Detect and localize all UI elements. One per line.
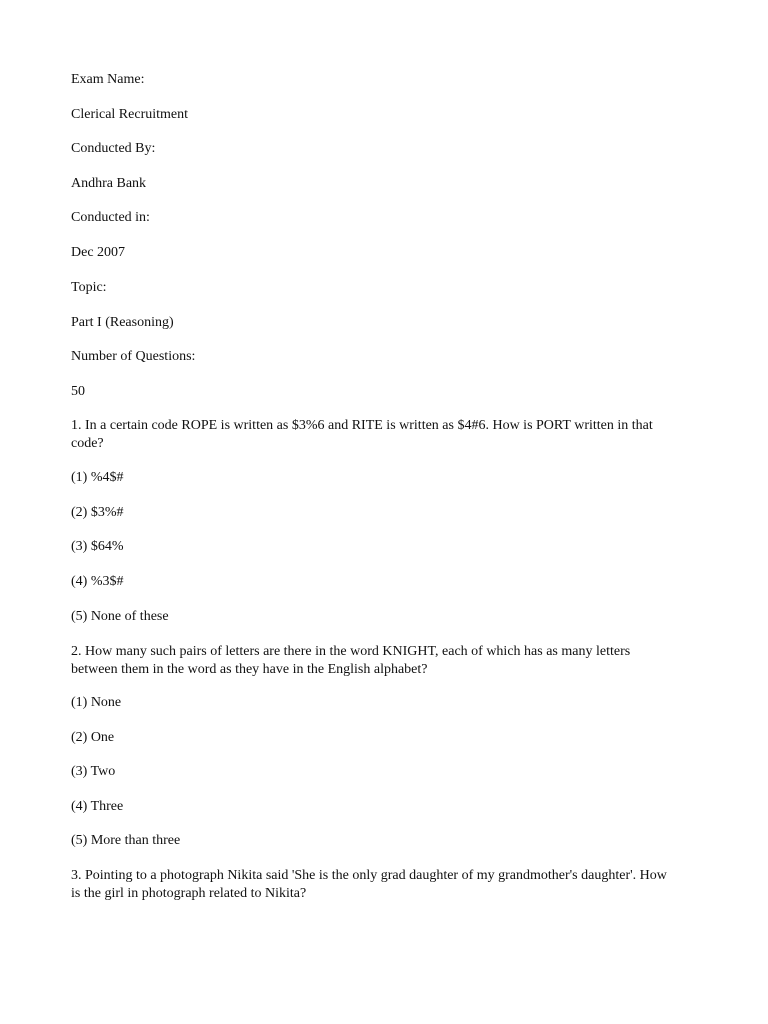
question-1-text: 1. In a certain code ROPE is written as $3%6 and RITE is written as $4#6. How is PORT written in that code?: [71, 418, 653, 451]
question-2-option: (2) One: [71, 730, 115, 745]
question-2-option: (4) Three: [71, 799, 124, 814]
num-questions-label: Number of Questions:: [71, 349, 196, 364]
num-questions-value: 50: [71, 384, 85, 399]
question-1-option: (3) $64%: [71, 539, 124, 554]
question-1-option: (5) None of these: [71, 609, 169, 624]
topic-label: Topic:: [71, 280, 107, 295]
question-2-option: (1) None: [71, 695, 122, 710]
exam-name-label: Exam Name:: [71, 72, 145, 87]
question-1-option: (4) %3$#: [71, 574, 124, 589]
question-2-text: 2. How many such pairs of letters are there in the word KNIGHT, each of which has as many letters between them in the word as they have in the English alphabet?: [71, 644, 631, 677]
question-1-option: (1) %4$#: [71, 470, 124, 485]
question-2-option: (3) Two: [71, 764, 116, 779]
conducted-in-label: Conducted in:: [71, 210, 150, 225]
conducted-in-value: Dec 2007: [71, 245, 126, 260]
exam-name-value: Clerical Recruitment: [71, 107, 189, 122]
question-2-option: (5) More than three: [71, 833, 181, 848]
conducted-by-label: Conducted By:: [71, 141, 156, 156]
topic-value: Part I (Reasoning): [71, 315, 174, 330]
conducted-by-value: Andhra Bank: [71, 176, 147, 191]
question-3-text: 3. Pointing to a photograph Nikita said 'She is the only grad daughter of my grandmother's daughter'. How is the girl in photograph related to Nikita?: [71, 868, 667, 901]
question-1-option: (2) $3%#: [71, 505, 124, 520]
